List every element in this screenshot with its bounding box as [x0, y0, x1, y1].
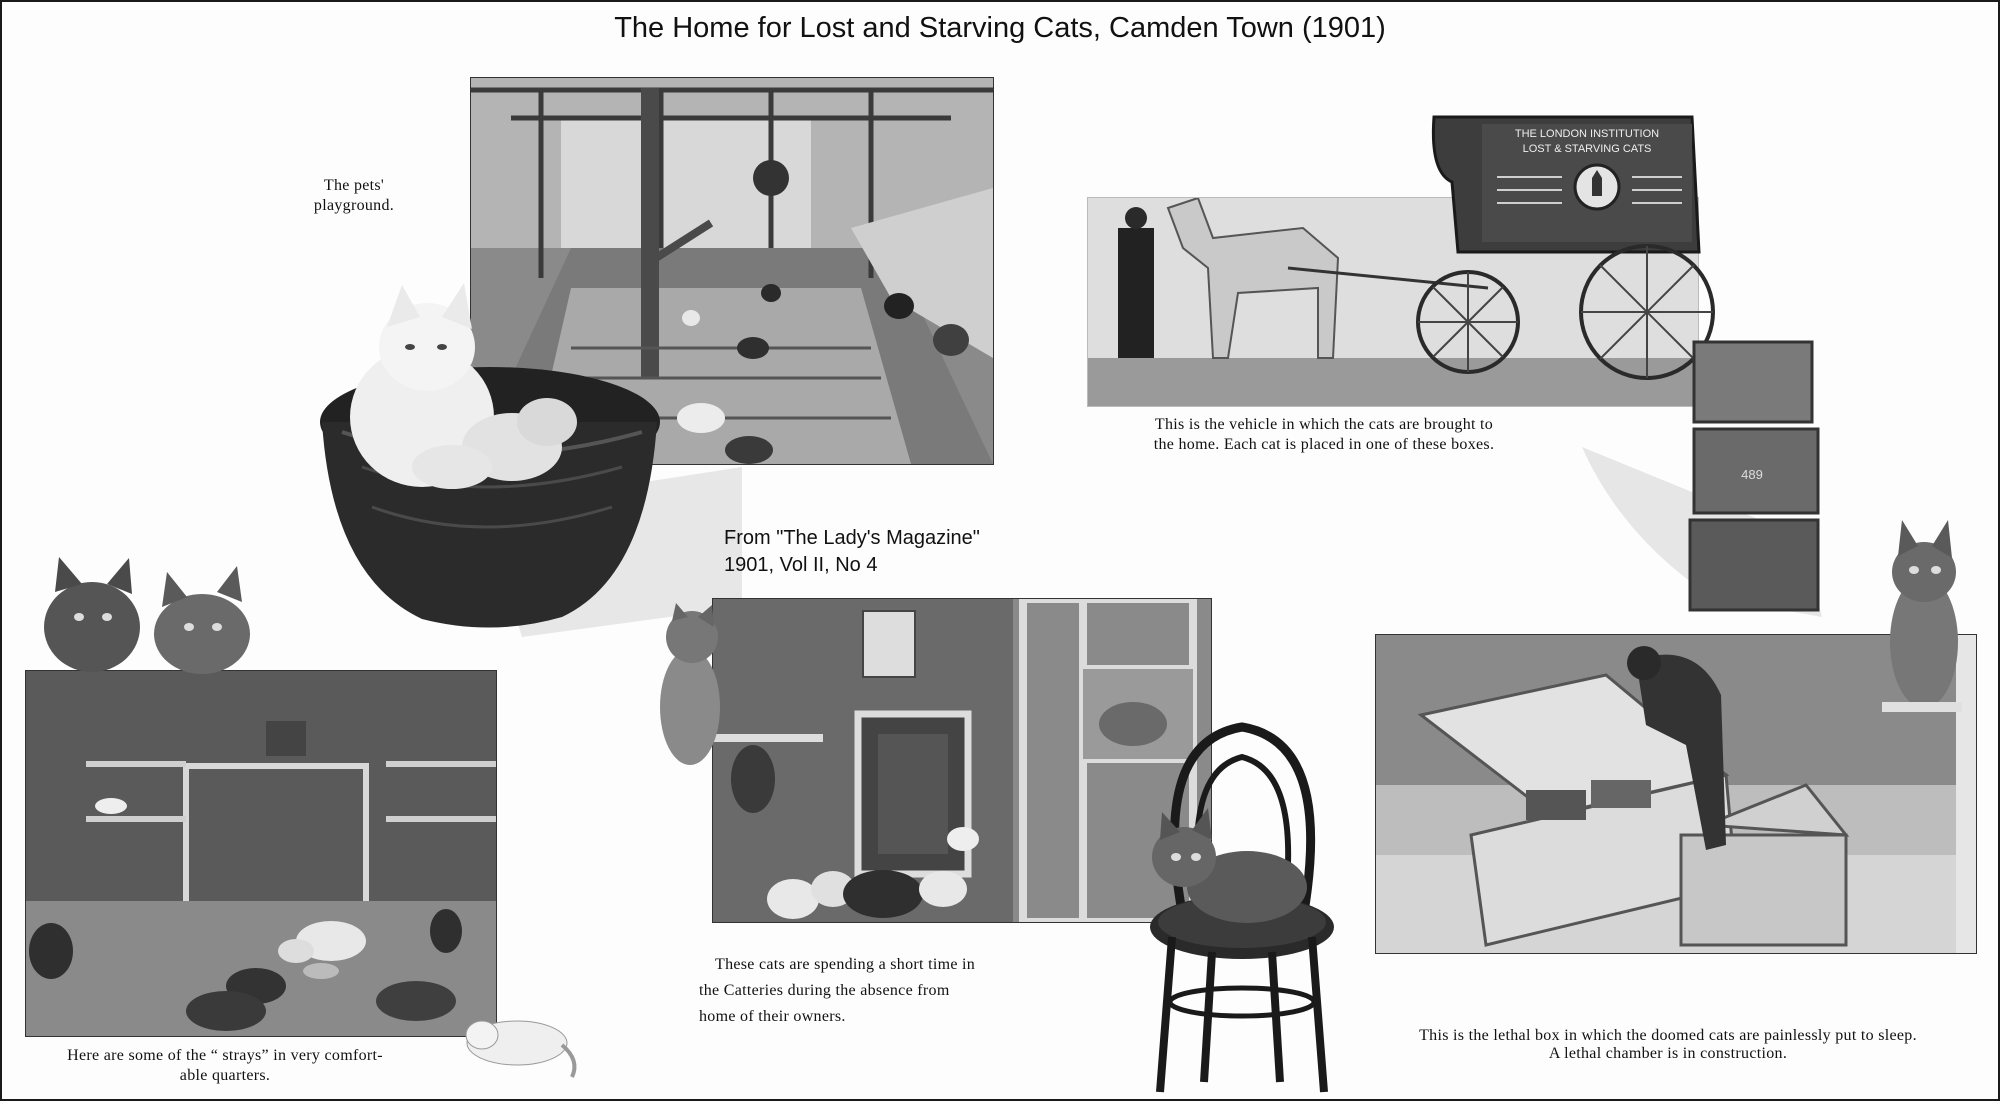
- vehicle-caption-line: the home. Each cat is placed in one of these boxes.: [1153, 436, 1495, 453]
- page-title: The Home for Lost and Starving Cats, Camden Town (1901): [614, 12, 1386, 44]
- van-sign-line2: LOST & STARVING CATS: [1522, 143, 1652, 155]
- strays-caption-line: Here are some of the “ strays” in very comfort-: [67, 1047, 383, 1064]
- catteries-caption: [699, 952, 1039, 1030]
- kittens-top-illustration: [37, 562, 277, 672]
- catteries-caption-line: the Catteries during the absence from: [699, 982, 950, 999]
- catteries-photo: [712, 598, 1212, 923]
- catteries-caption-line: These cats are spending a short time in: [715, 956, 976, 973]
- fluffy-cat-illustration: [1882, 512, 1962, 712]
- playground-caption-line: playground.: [313, 197, 395, 214]
- basket-with-cats-illustration: [302, 307, 652, 632]
- source-line1: From "The Lady's Magazine": [724, 527, 980, 549]
- strays-caption: [30, 1046, 420, 1086]
- lethal-box-caption: [1368, 1027, 1968, 1063]
- van-sign-line1: THE LONDON INSTITUTION: [1514, 128, 1660, 140]
- catteries-caption-line: home of their owners.: [699, 1008, 846, 1025]
- chair-with-cat-illustration: [1142, 712, 1342, 1097]
- playground-caption: [302, 176, 406, 216]
- strays-photo: [25, 670, 497, 1037]
- lethal-box-caption-line: A lethal chamber is in construction.: [1548, 1045, 1788, 1062]
- peeking-cat-illustration: [652, 607, 720, 767]
- white-cat-illustration: [462, 1005, 582, 1080]
- playground-caption-line: The pets': [323, 177, 385, 194]
- cat-boxes-illustration: [1582, 337, 1842, 627]
- box-number: 489: [1741, 467, 1763, 482]
- lethal-box-caption-line: This is the lethal box in which the doomed cats are painlessly put to sleep.: [1419, 1027, 1917, 1044]
- source-line2: 1901, Vol II, No 4: [724, 554, 878, 576]
- source-credit: [724, 525, 980, 579]
- vehicle-caption-line: This is the vehicle in which the cats are brought to: [1154, 416, 1494, 433]
- strays-caption-line: able quarters.: [179, 1067, 271, 1084]
- vehicle-caption: [1084, 415, 1564, 455]
